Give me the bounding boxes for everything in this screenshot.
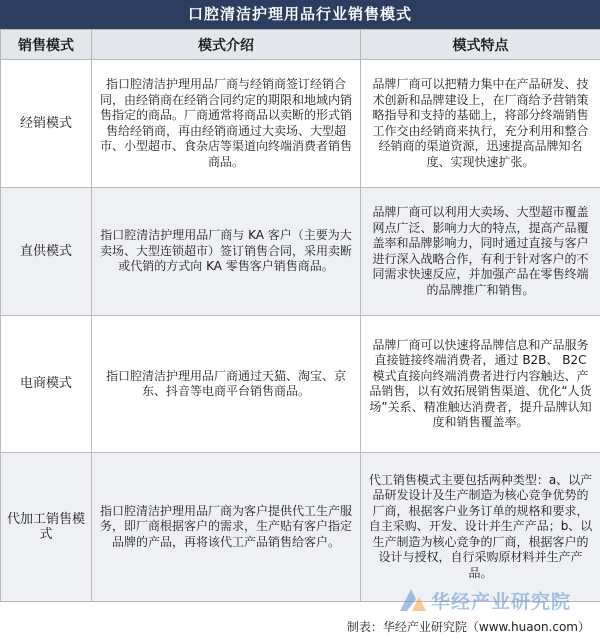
row-mode-cell: 电商模式 — [1, 316, 92, 453]
row-intro-cell: 指口腔清洁护理用品厂商为客户提供代工生产服务，即厂商根据客户的需求，生产贴有客户指定品牌的产品，再将该代工产品销售给客户。 — [92, 453, 361, 602]
table-row — [1, 453, 600, 602]
header-mode-features: 模式特点 — [361, 30, 600, 60]
row-features-cell: 品牌厂商可以快速将品牌信息和产品服务直接链接终端消费者，通过 B2B、 B2C 模式直接向终端消费者进行内容触达、产品销售，以有效拓展销售渠道、优化“人货场”关系、精准触达消费者，提升品牌认知度和销售覆盖率。 — [361, 316, 600, 453]
row-features-cell: 代工销售模式主要包括两种类型：a、以产品研发设计及生产制造为核心竞争优势的厂商，根据客户业务订单的规格和要求，自主采购、开发、设计并生产产品；b、以生产制造为核心竞争的厂商，根据客户的设计与授权，自行采购原材料并生产产品。 — [361, 453, 600, 602]
header-mode-intro: 模式介绍 — [92, 30, 361, 60]
row-mode-cell: 代加工销售模式 — [1, 453, 92, 602]
table-row — [1, 316, 600, 453]
row-intro-cell: 指口腔清洁护理用品厂商通过天猫、淘宝、京东、抖音等电商平台销售商品。 — [92, 316, 361, 453]
sales-model-table — [0, 29, 600, 602]
table-footer: 制表：华经产业研究院（www.huaon.com） — [346, 620, 590, 634]
row-intro-cell: 指口腔清洁护理用品厂商与 KA 客户（主要为大卖场、大型连锁超市）签订销售合同，采用卖断或代销的方式向 KA 零售客户销售商品。 — [92, 188, 361, 316]
watermark-text: 华经产业研究院 — [431, 590, 572, 613]
row-intro-cell: 指口腔清洁护理用品厂商与经销商签订经销合同，由经销商在经销合同约定的期限和地域内销售指定的商品。厂商通常将商品以卖断的形式销售给经销商，再由经销商通过大卖场、大型超市、小型超市、食杂店等渠道向终端消费者销售商品。 — [92, 60, 361, 188]
row-features-cell: 品牌厂商可以把精力集中在产品研发、技术创新和品牌建设上，在厂商给予营销策略指导和支持的基础上，将部分终端销售工作交由经销商来执行，充分利用和整合经销商的渠道资源，迅速提高品牌知名度、实现快速扩张。 — [361, 60, 600, 188]
table-row — [1, 60, 600, 188]
table-row — [1, 188, 600, 316]
row-mode-cell: 直供模式 — [1, 188, 92, 316]
table-title: 口腔清洁护理用品行业销售模式 — [0, 0, 600, 29]
table-header-row — [1, 30, 600, 60]
row-mode-cell: 经销模式 — [1, 60, 92, 188]
header-sales-mode: 销售模式 — [1, 30, 92, 60]
row-features-cell: 品牌厂商可以利用大卖场、大型超市覆盖网点广泛、影响力大的特点，提高产品覆盖率和品牌影响力，同时通过直接与客户进行深入战略合作，有利于针对客户的不同需求快速反应，并加强产品在零售终端的品牌推广和销售。 — [361, 188, 600, 316]
